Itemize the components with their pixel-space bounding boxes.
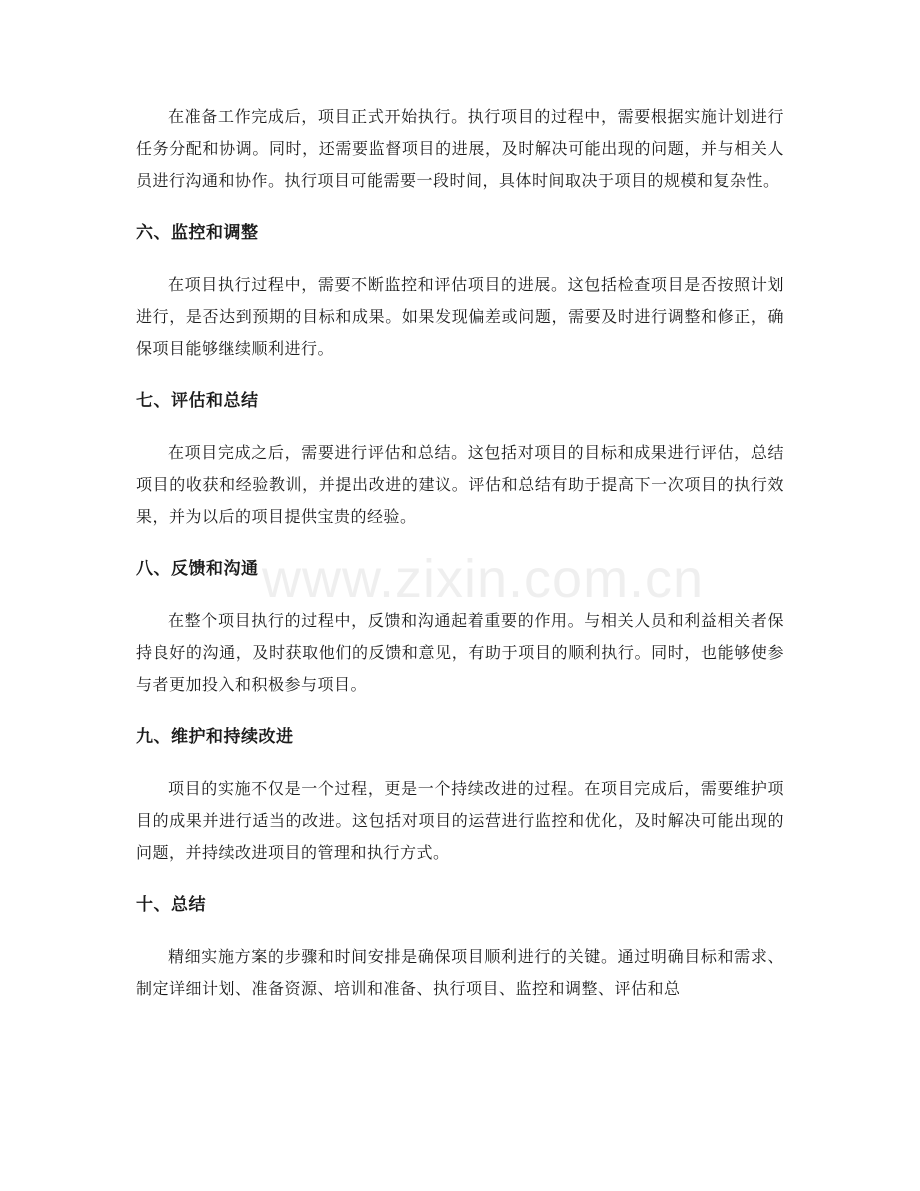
watermark: www.zixin.com.cn [262,549,705,609]
heading-conclusion: 十、总结 [136,895,206,915]
heading-maintain-improve: 九、维护和持续改进 [136,727,294,747]
paragraph-maintain-improve: 项目的实施不仅是一个过程，更是一个持续改进的过程。在项目完成后，需要维护项目的成果并进行适当的改进。这包括对项目的运营进行监控和优化，及时解决可能出现的问题，并持续改进项目的管理和执行方式。 [136,779,784,862]
heading-feedback-communication: 八、反馈和沟通 [136,559,259,579]
paragraph-evaluate-summarize: 在项目完成之后，需要进行评估和总结。这包括对项目的目标和成果进行评估，总结项目的收获和经验教训，并提出改进的建议。评估和总结有助于提高下一次项目的执行效果，并为以后的项目提供宝贵的经验。 [136,443,784,526]
paragraph-conclusion: 精细实施方案的步骤和时间安排是确保项目顺利进行的关键。通过明确目标和需求、制定详细计划、准备资源、培训和准备、执行项目、监控和调整、评估和总 [136,947,784,998]
heading-monitor-adjust: 六、监控和调整 [136,223,259,243]
paragraph-execution: 在准备工作完成后，项目正式开始执行。执行项目的过程中，需要根据实施计划进行任务分配和协调。同时，还需要监督项目的进展，及时解决可能出现的问题，并与相关人员进行沟通和协作。执行项目可能需要一段时间，具体时间取决于项目的规模和复杂性。 [136,107,784,190]
heading-evaluate-summarize: 七、评估和总结 [136,391,259,411]
document-body [136,101,784,1005]
paragraph-feedback-communication: 在整个项目执行的过程中，反馈和沟通起着重要的作用。与相关人员和利益相关者保持良好的沟通，及时获取他们的反馈和意见，有助于项目的顺利执行。同时，也能够使参与者更加投入和积极参与项目。 [136,611,784,694]
paragraph-monitor-adjust: 在项目执行过程中，需要不断监控和评估项目的进展。这包括检查项目是否按照计划进行，是否达到预期的目标和成果。如果发现偏差或问题，需要及时进行调整和修正，确保项目能够继续顺利进行。 [136,275,784,358]
